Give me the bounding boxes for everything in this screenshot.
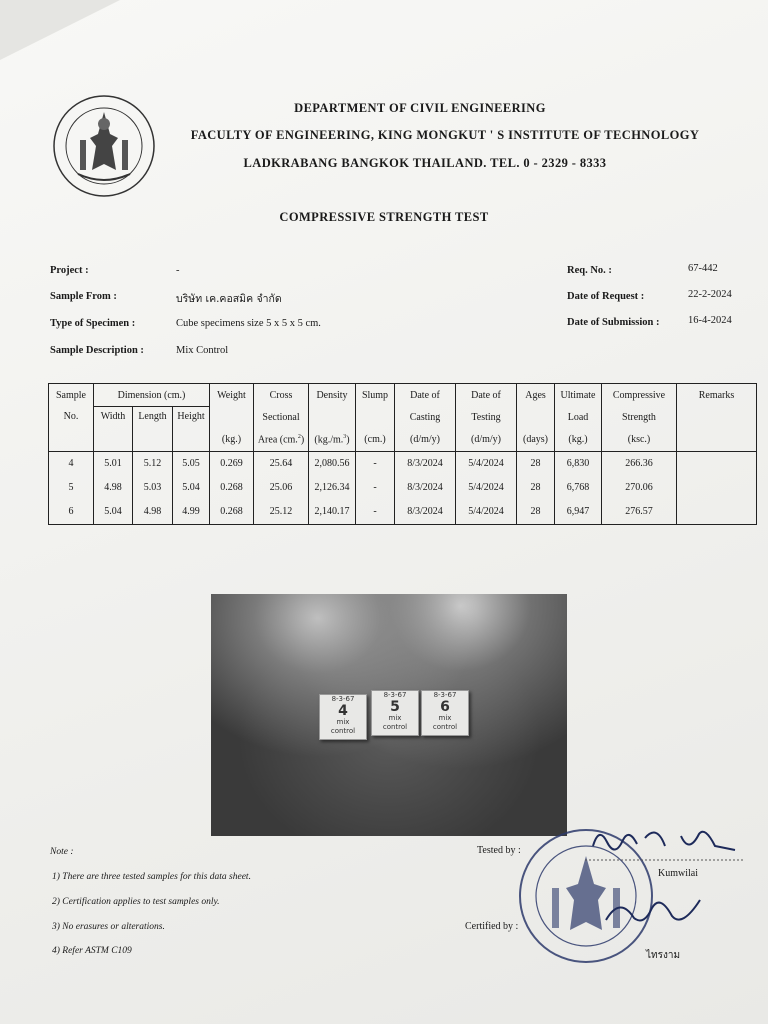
th-casting-3: (d/m/y) (395, 429, 456, 452)
cell-density: 2,140.17 (309, 500, 356, 525)
tester-signature (585, 816, 745, 866)
table-row (49, 476, 757, 500)
th-ages-unit: (days) (517, 429, 555, 452)
cell-height: 5.05 (173, 451, 210, 476)
cell-density: 2,080.56 (309, 451, 356, 476)
req-no-value: 67-442 (688, 263, 718, 274)
header-address: LADKRABANG BANGKOK THAILAND. TEL. 0 - 2329 - 8333 (243, 156, 607, 170)
cell-ages: 28 (517, 500, 555, 525)
cell-width: 5.01 (94, 451, 133, 476)
page-corner-fold (0, 0, 120, 60)
cell-area: 25.12 (254, 500, 309, 525)
th-slump: Slump (356, 384, 395, 407)
cell-length: 4.98 (133, 500, 173, 525)
tester-name: Kumwilai (658, 868, 698, 879)
th-ages-blank (517, 407, 555, 429)
cube-date: 8-3-67 (331, 695, 355, 703)
cube-line1: mix (388, 714, 402, 722)
cell-area: 25.06 (254, 476, 309, 500)
results-table (48, 383, 757, 525)
cell-testing: 5/4/2024 (456, 500, 517, 525)
cell-load: 6,830 (555, 451, 602, 476)
cell-weight: 0.269 (210, 451, 254, 476)
cube-specimen-5 (371, 690, 419, 736)
th-ultimate-1: Ultimate (555, 384, 602, 407)
th-cross-sup: 2 (297, 433, 301, 440)
cell-no: 4 (49, 451, 94, 476)
th-cross-2: Sectional (254, 407, 309, 429)
th-casting-2: Casting (395, 407, 456, 429)
cell-testing: 5/4/2024 (456, 476, 517, 500)
project-value: - (176, 265, 180, 276)
req-no-label: Req. No. : (567, 265, 612, 276)
specimen-value: Cube specimens size 5 x 5 x 5 cm. (176, 318, 321, 329)
cell-weight: 0.268 (210, 476, 254, 500)
results-body (49, 451, 757, 524)
note-3: 3) No erasures or alterations. (52, 922, 165, 932)
cell-density: 2,126.34 (309, 476, 356, 500)
note-1: 1) There are three tested samples for this data sheet. (52, 872, 251, 882)
th-cross-3-text: Area (cm. (257, 434, 298, 446)
th-no: No. (49, 407, 94, 452)
cube-specimen-4 (319, 694, 367, 740)
date-submission-label: Date of Submission : (567, 317, 660, 328)
date-request-label: Date of Request : (567, 291, 645, 302)
cell-strength: 270.06 (602, 476, 677, 500)
th-density-blank (309, 407, 356, 429)
cell-load: 6,768 (555, 476, 602, 500)
date-request-value: 22-2-2024 (688, 289, 732, 300)
cell-height: 5.04 (173, 476, 210, 500)
table-row (49, 500, 757, 525)
cell-remarks (677, 476, 757, 500)
cube-number: 4 (338, 703, 348, 719)
cube-line1: mix (438, 714, 452, 722)
cell-ages: 28 (517, 451, 555, 476)
th-height: Height (173, 407, 210, 452)
cell-length: 5.12 (133, 451, 173, 476)
th-testing-2: Testing (456, 407, 517, 429)
cell-length: 5.03 (133, 476, 173, 500)
th-testing-1: Date of (456, 384, 517, 407)
cell-height: 4.99 (173, 500, 210, 525)
th-casting-1: Date of (395, 384, 456, 407)
note-4: 4) Refer ASTM C109 (52, 946, 132, 956)
date-submission-value: 16-4-2024 (688, 315, 732, 326)
cube-number: 5 (390, 699, 400, 715)
cube-date: 8-3-67 (383, 691, 407, 699)
tested-by-label: Tested by : (477, 845, 521, 856)
specimen-label: Type of Specimen : (50, 318, 136, 329)
th-cross-3: Area (cm.$^2$) (254, 429, 309, 452)
th-cross-1: Cross (254, 384, 309, 407)
certifier-signature (600, 890, 710, 930)
cube-line2: control (330, 727, 356, 735)
th-compressive-2: Strength (602, 407, 677, 429)
cube-line2: control (382, 723, 408, 731)
header-faculty: FACULTY OF ENGINEERING, KING MONGKUT ' S INSTITUTE OF TECHNOLOGY (190, 128, 700, 142)
th-slump-blank (356, 407, 395, 429)
cell-width: 4.98 (94, 476, 133, 500)
description-value: Mix Control (176, 345, 229, 356)
cell-ages: 28 (517, 476, 555, 500)
cell-strength: 266.36 (602, 451, 677, 476)
th-ages: Ages (517, 384, 555, 407)
cell-no: 5 (49, 476, 94, 500)
th-compressive-1: Compressive (602, 384, 677, 407)
note-2: 2) Certification applies to test samples only. (52, 897, 220, 907)
th-ultimate-2: Load (555, 407, 602, 429)
cell-weight: 0.268 (210, 500, 254, 525)
description-label: Sample Description : (50, 345, 144, 356)
header-department: DEPARTMENT OF CIVIL ENGINEERING (294, 101, 546, 115)
cell-casting: 8/3/2024 (395, 451, 456, 476)
table-row (49, 451, 757, 476)
cell-casting: 8/3/2024 (395, 500, 456, 525)
th-sample: Sample (49, 384, 94, 407)
cell-slump: - (356, 476, 395, 500)
certified-by-label: Certified by : (465, 921, 519, 932)
th-slump-unit: (cm.) (356, 429, 395, 452)
th-density: Density (309, 384, 356, 407)
th-density-sup: 3 (343, 433, 347, 440)
cube-specimen-6 (421, 690, 469, 736)
cell-casting: 8/3/2024 (395, 476, 456, 500)
th-testing-3: (d/m/y) (456, 429, 517, 452)
note-heading: Note : (50, 847, 74, 857)
th-weight-blank (210, 407, 254, 429)
th-compressive-3: (ksc.) (602, 429, 677, 452)
certifier-name: ไทรงาม (646, 950, 681, 961)
cube-date: 8-3-67 (433, 691, 457, 699)
specimen-photo (211, 594, 567, 836)
cell-slump: - (356, 451, 395, 476)
cell-no: 6 (49, 500, 94, 525)
sample-from-label: Sample From : (50, 291, 117, 302)
cube-line1: mix (336, 718, 350, 726)
cell-area: 25.64 (254, 451, 309, 476)
project-label: Project : (50, 265, 89, 276)
th-width: Width (94, 407, 133, 452)
th-dimension: Dimension (cm.) (94, 384, 210, 407)
th-density-unit: (kg./m.$^3$) (309, 429, 356, 452)
cell-load: 6,947 (555, 500, 602, 525)
th-density-unit-text: (kg./m. (314, 434, 344, 446)
th-ultimate-3: (kg.) (555, 429, 602, 452)
cell-strength: 276.57 (602, 500, 677, 525)
cell-slump: - (356, 500, 395, 525)
cube-line2: control (432, 723, 458, 731)
cell-width: 5.04 (94, 500, 133, 525)
cell-remarks (677, 451, 757, 476)
cube-number: 6 (440, 699, 450, 715)
cell-testing: 5/4/2024 (456, 451, 517, 476)
document-title: COMPRESSIVE STRENGTH TEST (279, 210, 489, 224)
th-length: Length (133, 407, 173, 452)
sample-from-value: บริษัท เค.คอสมิค จำกัด (176, 293, 282, 305)
th-weight-unit: (kg.) (210, 429, 254, 452)
cell-remarks (677, 500, 757, 525)
th-weight: Weight (210, 384, 254, 407)
th-remarks: Remarks (677, 384, 757, 452)
